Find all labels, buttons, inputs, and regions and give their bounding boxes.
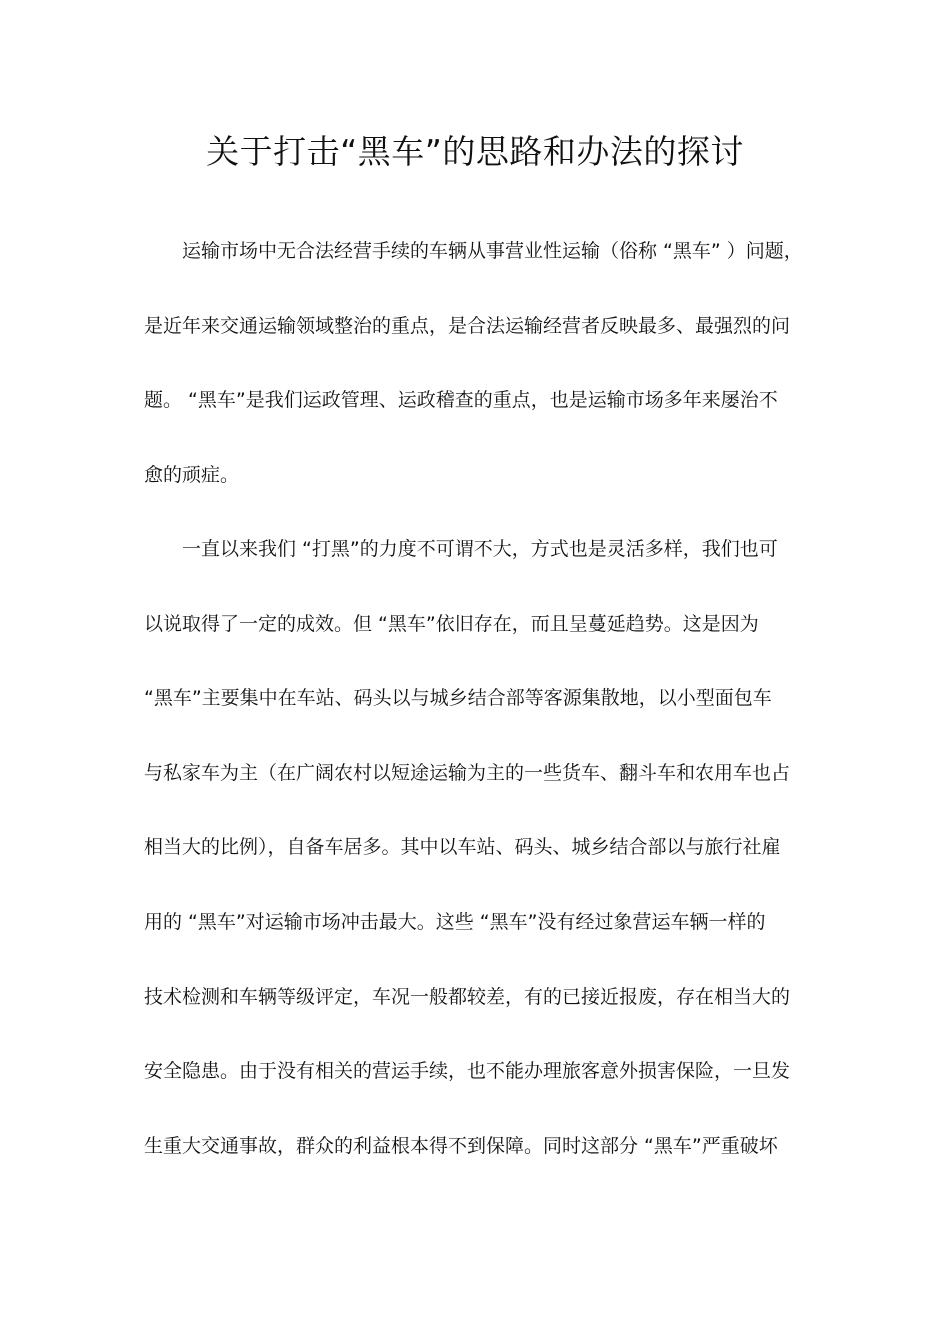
paragraph-line: 以说取得了一定的成效。但 “黑车”依旧存在，而且呈蔓延趋势。这是因为 <box>144 613 759 635</box>
paragraph-line: 运输市场中无合法经营手续的车辆从事营业性运输（俗称 “黑车” ）问题， <box>182 240 803 262</box>
paragraph-line: “黑车”主要集中在车站、码头以与城乡结合部等客源集散地，以小型面包车 <box>144 687 772 709</box>
paragraph-line: 与私家车为主（在广阔农村以短途运输为主的一些货车、翻斗车和农用车也占 <box>144 762 791 784</box>
paragraph-line: 安全隐患。由于没有相关的营运手续，也不能办理旅客意外损害保险，一旦发 <box>144 1060 791 1082</box>
paragraph-line: 是近年来交通运输领域整治的重点，是合法运输经营者反映最多、最强烈的问 <box>144 315 791 337</box>
paragraph-line: 生重大交通事故，群众的利益根本得不到保障。同时这部分 “黑车”严重破坏 <box>144 1135 778 1157</box>
document-title: 关于打击“黑车”的思路和办法的探讨 <box>206 132 744 171</box>
paragraph-line: 题。 “黑车”是我们运政管理、运政稽查的重点，也是运输市场多年来屡治不 <box>144 389 778 411</box>
paragraph-line: 用的 “黑车”对运输市场冲击最大。这些 “黑车”没有经过象营运车辆一样的 <box>144 911 766 933</box>
paragraph-line: 技术检测和车辆等级评定，车况一般都较差，有的已接近报废，存在相当大的 <box>144 986 791 1008</box>
paragraph-line: 愈的顽症。 <box>144 464 240 486</box>
paragraph-line: 相当大的比例），自备车居多。其中以车站、码头、城乡结合部以与旅行社雇 <box>144 836 781 858</box>
paragraph-line: 一直以来我们 “打黑”的力度不可谓不大，方式也是灵活多样，我们也可 <box>182 538 778 560</box>
